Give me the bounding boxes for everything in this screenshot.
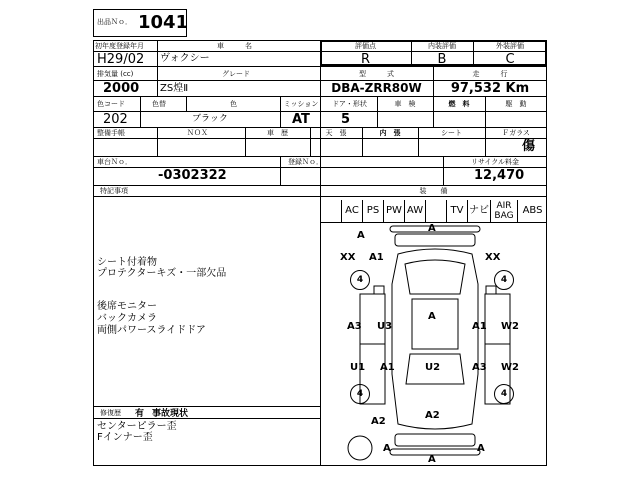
equipment-tv: TV [446,200,467,222]
chassis-label: 車台Ｎｏ． [97,158,132,166]
equipment-abs: ABS [517,200,547,222]
car-condition-diagram [330,224,540,464]
displacement: 2000 [103,81,140,96]
history-label: 車 歴 [267,129,288,137]
note-line: バックカメラ [97,313,157,324]
note-line: シート付着物 [97,257,157,268]
interior-trim-label: 内 張 [379,129,401,137]
model-label: 型 式 [359,70,394,78]
manual-label: 整備手帳 [97,129,125,137]
damage-mark: A2 [371,416,386,427]
equipment-pw: PW [383,200,404,222]
damage-mark: A1 [369,252,384,263]
tire-tread-mark: 4 [494,270,514,290]
damage-mark: A3 [347,321,362,332]
equipment-navi: ナビ [467,200,490,222]
damage-mark: W2 [501,362,519,373]
recycle-fee: 12,470 [474,168,525,183]
color: ブラック [192,114,228,124]
damage-mark: U3 [377,321,393,332]
damage-mark: A1 [380,362,395,373]
interior-score: B [437,52,447,67]
damage-mark: W2 [501,321,519,332]
car-name: ヴォクシー [160,53,210,64]
score-label: 評価点 [355,42,376,50]
score: R [360,52,371,67]
mileage-label: 走 行 [472,70,508,78]
color-label: 色 [230,100,237,108]
color-code: 202 [103,112,128,127]
nox-label: ＮＯＸ [187,129,208,137]
interior-label: 内装評価 [428,42,456,50]
fglass-value: 傷 [522,139,536,154]
notes-label: 特記事項 [100,187,128,195]
displacement-label: 排気量 (cc) [97,70,134,78]
color-code-label: 色コード [97,100,125,108]
repair-label: 修復歴 [100,409,121,417]
repair-line: センターピラー歪 [97,421,177,432]
mission-label: ミッション [283,100,319,108]
note-line: プロテクターキズ・一部欠品 [97,268,227,279]
damage-mark: A3 [472,362,487,373]
doors: 5 [341,112,351,127]
repair-status: 事故現状 [152,409,189,419]
chassis-number: -0302322 [158,168,227,183]
damage-mark: A2 [425,410,440,421]
equipment-ps: PS [362,200,383,222]
exterior-score: C [505,52,515,67]
reg-no-label: 登録Ｎｏ． [288,158,323,166]
equipment-airbag: AIR BAG [490,200,517,222]
lot-number: 1041 [138,12,189,33]
equipment-label: 装 備 [419,187,448,195]
fuel-label: 燃 料 [448,100,470,108]
tire-tread-mark: 4 [350,270,370,290]
damage-mark: XX [485,252,501,263]
recycle-label: リサイクル料金 [470,158,520,166]
inspection-label: 車 検 [394,100,416,108]
drive-label: 駆 動 [505,100,527,108]
note-line: 後席モニター [97,301,157,312]
damage-mark: A1 [472,321,487,332]
tire-tread-mark: 4 [494,384,514,404]
damage-mark: U1 [350,362,366,373]
mileage: 97,532 Km [450,81,530,96]
note-line: 両側パワースライドドア [97,325,206,336]
exterior-label: 外装評価 [496,42,524,50]
damage-mark: XX [340,252,356,263]
equipment-blank [425,200,446,222]
fglass-label: Ｆガラス [502,129,530,137]
color-change-label: 色替 [152,100,166,108]
equipment-aw: AW [404,200,425,222]
lot-number-label: 出品Ｎｏ． [97,18,132,26]
ceiling-label: 天 張 [325,129,347,137]
repair-line: Fインナー歪 [97,432,153,443]
grade-label: グレード [222,70,250,78]
doors-label: ドア・形状 [332,100,367,108]
seat-label: シート [441,129,462,137]
damage-mark: A [477,443,485,454]
reg-date-label: 初年度登録年月 [95,42,144,50]
grade: ZS煌Ⅱ [160,83,189,94]
damage-mark: A [428,454,436,465]
damage-mark: A [428,223,436,234]
mission: AT [292,112,310,127]
damage-mark: A [357,230,365,241]
reg-date: H29/02 [97,52,145,67]
equipment-ac: AC [341,200,362,222]
repair-value: 有 [135,409,145,419]
car-name-label: 車 名 [217,42,252,50]
damage-mark: A [428,311,436,322]
model: DBA-ZRR80W [331,81,422,95]
damage-mark: A [383,443,391,454]
damage-mark: U2 [425,362,441,373]
tire-tread-mark: 4 [350,384,370,404]
